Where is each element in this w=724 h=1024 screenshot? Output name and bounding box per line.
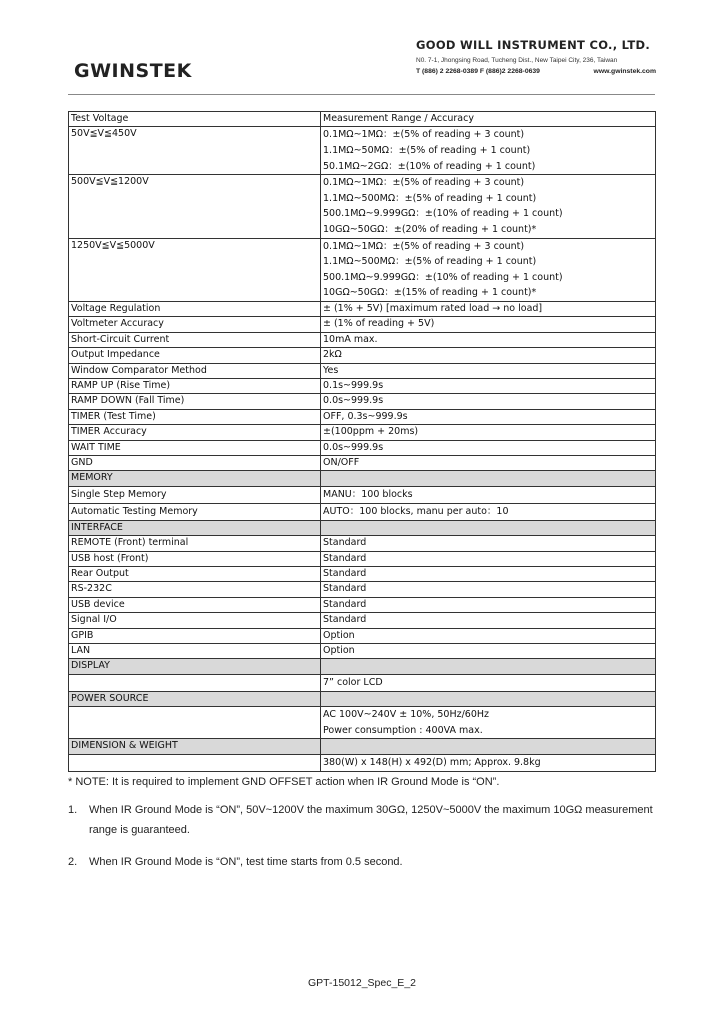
spec-row (69, 348, 656, 363)
dimension-section-blank (321, 739, 656, 754)
column-header-voltage: Test Voltage (69, 112, 321, 127)
company-info (416, 38, 656, 75)
interface-value: Standard (321, 536, 656, 551)
spec-value: ± (1% of reading + 5V) (321, 317, 656, 332)
spec-label: Voltmeter Accuracy (69, 317, 321, 332)
interface-value: Standard (321, 613, 656, 628)
accuracy-line: 0.1MΩ~1MΩ：±(5% of reading + 3 count) (323, 240, 525, 252)
interface-value: Option (321, 628, 656, 643)
power-row (69, 707, 656, 739)
range-row (69, 127, 656, 175)
interface-row (69, 551, 656, 566)
spec-value: ± (1% + 5V) [maximum rated load → no load] (321, 301, 656, 316)
spec-value: 2kΩ (321, 348, 656, 363)
power-label-blank (69, 707, 321, 739)
column-header-range: Measurement Range / Accuracy (321, 112, 656, 127)
memory-section-blank (321, 471, 656, 486)
spec-label: WAIT TIME (69, 440, 321, 455)
range-voltage: 500V≦V≦1200V (69, 175, 321, 238)
interface-label: GPIB (69, 628, 321, 643)
spec-label: TIMER Accuracy (69, 425, 321, 440)
interface-value: Standard (321, 597, 656, 612)
range-row (69, 238, 656, 301)
spec-label: Output Impedance (69, 348, 321, 363)
range-accuracy (321, 175, 656, 238)
accuracy-line: 1.1MΩ~500MΩ：±(5% of reading + 1 count) (323, 256, 537, 268)
power-section-title: POWER SOURCE (69, 691, 321, 706)
spec-label: Voltage Regulation (69, 301, 321, 316)
page-footer: GPT-15012_Spec_E_2 (308, 977, 416, 989)
interface-label: RS-232C (69, 582, 321, 597)
memory-value: MANU：100 blocks (321, 486, 656, 503)
memory-section-title: MEMORY (69, 471, 321, 486)
spec-row (69, 409, 656, 424)
accuracy-line: 500.1MΩ~9.999GΩ：±(10% of reading + 1 count) (323, 271, 563, 283)
spec-row (69, 332, 656, 347)
spec-row (69, 440, 656, 455)
interface-section-title: INTERFACE (69, 520, 321, 535)
spec-value: ±(100ppm + 20ms) (321, 425, 656, 440)
company-contact (416, 68, 656, 75)
range-voltage: 1250V≦V≦5000V (69, 238, 321, 301)
dimension-section-header (69, 739, 656, 754)
company-name: GOOD WILL INSTRUMENT CO., LTD. (416, 38, 651, 52)
memory-label: Automatic Testing Memory (69, 503, 321, 520)
spec-row (69, 378, 656, 393)
interface-label: REMOTE (Front) terminal (69, 536, 321, 551)
spec-label: GND (69, 456, 321, 471)
power-value (321, 707, 656, 739)
display-value: 7” color LCD (321, 674, 656, 691)
spec-row (69, 425, 656, 440)
header-divider (68, 94, 655, 95)
interface-label: LAN (69, 644, 321, 659)
spec-value: ON/OFF (321, 456, 656, 471)
spec-value: 0.0s~999.9s (321, 440, 656, 455)
note-item (68, 852, 668, 872)
accuracy-line: 10GΩ~50GΩ：±(20% of reading + 1 count)* (323, 223, 537, 235)
interface-section-blank (321, 520, 656, 535)
interface-label: USB device (69, 597, 321, 612)
dimension-label-blank (69, 754, 321, 771)
interface-value: Standard (321, 582, 656, 597)
spec-row (69, 363, 656, 378)
interface-label: Signal I/O (69, 613, 321, 628)
spec-table-body (69, 112, 656, 772)
table-header-row (69, 112, 656, 127)
note-text: When IR Ground Mode is “ON”, test time starts from 0.5 second. (89, 856, 403, 868)
accuracy-line: 0.1MΩ~1MΩ：±(5% of reading + 3 count) (323, 129, 525, 141)
accuracy-line: 50.1MΩ~2GΩ：±(10% of reading + 1 count) (323, 160, 536, 172)
spec-label: RAMP DOWN (Fall Time) (69, 394, 321, 409)
interface-label: USB host (Front) (69, 551, 321, 566)
spec-label: Window Comparator Method (69, 363, 321, 378)
interface-row (69, 536, 656, 551)
accuracy-line: 10GΩ~50GΩ：±(15% of reading + 1 count)* (323, 287, 537, 299)
accuracy-line: 0.1MΩ~1MΩ：±(5% of reading + 3 count) (323, 177, 525, 189)
dimension-section-title: DIMENSION & WEIGHT (69, 739, 321, 754)
interface-value: Standard (321, 551, 656, 566)
spec-value: 0.1s~999.9s (321, 378, 656, 393)
display-section-header (69, 659, 656, 674)
interface-value: Option (321, 644, 656, 659)
memory-section-header (69, 471, 656, 486)
note-number: 2. (68, 856, 78, 868)
note-star: * NOTE: It is required to implement GND OFFSET action when IR Ground Mode is “ON”. (68, 776, 500, 788)
note-number: 1. (68, 804, 78, 816)
notes (68, 776, 668, 884)
spec-value: OFF, 0.3s~999.9s (321, 409, 656, 424)
power-line: Power consumption : 400VA max. (323, 724, 483, 736)
memory-row (69, 486, 656, 503)
display-section-title: DISPLAY (69, 659, 321, 674)
accuracy-line: 500.1MΩ~9.999GΩ：±(10% of reading + 1 count) (323, 208, 563, 220)
note-item (68, 800, 668, 840)
spec-row (69, 394, 656, 409)
spec-label: RAMP UP (Rise Time) (69, 378, 321, 393)
range-accuracy (321, 238, 656, 301)
spec-label: Short-Circuit Current (69, 332, 321, 347)
interface-row (69, 613, 656, 628)
company-phone: T (886) 2 2268-0389 F (886)2 2268-0639 (416, 68, 540, 75)
spec-table (68, 111, 656, 772)
dimension-value: 380(W) x 148(H) x 492(D) mm; Approx. 9.8kg (321, 754, 656, 771)
spec-row (69, 456, 656, 471)
accuracy-line: 1.1MΩ~500MΩ：±(5% of reading + 1 count) (323, 192, 537, 204)
dimension-row (69, 754, 656, 771)
interface-row (69, 597, 656, 612)
note-text: When IR Ground Mode is “ON”, 50V~1200V the maximum 30GΩ, 1250V~5000V the maximum 10GΩ measurement range is guaranteed. (89, 804, 653, 836)
display-section-blank (321, 659, 656, 674)
spec-label: TIMER (Test Time) (69, 409, 321, 424)
company-address: N0. 7-1, Jhongsing Road, Tucheng Dist., New Taipei City, 236, Taiwan (416, 57, 618, 64)
interface-row (69, 644, 656, 659)
display-row (69, 674, 656, 691)
power-line: AC 100V~240V ± 10%, 50Hz/60Hz (323, 709, 489, 721)
interface-value: Standard (321, 567, 656, 582)
memory-label: Single Step Memory (69, 486, 321, 503)
range-row (69, 175, 656, 238)
power-section-blank (321, 691, 656, 706)
memory-row (69, 503, 656, 520)
memory-value: AUTO：100 blocks, manu per auto：10 (321, 503, 656, 520)
gwinstek-logo: GWINSTEK (74, 60, 192, 82)
interface-row (69, 582, 656, 597)
spec-row (69, 317, 656, 332)
range-voltage: 50V≦V≦450V (69, 127, 321, 175)
spec-value: 0.0s~999.9s (321, 394, 656, 409)
interface-row (69, 567, 656, 582)
power-section-header (69, 691, 656, 706)
range-accuracy (321, 127, 656, 175)
spec-value: 10mA max. (321, 332, 656, 347)
display-label-blank (69, 674, 321, 691)
accuracy-line: 1.1MΩ~50MΩ：±(5% of reading + 1 count) (323, 145, 531, 156)
spec-value: Yes (321, 363, 656, 378)
interface-section-header (69, 520, 656, 535)
interface-label: Rear Output (69, 567, 321, 582)
spec-row (69, 301, 656, 316)
company-website: www.gwinstek.com (593, 68, 656, 75)
interface-row (69, 628, 656, 643)
